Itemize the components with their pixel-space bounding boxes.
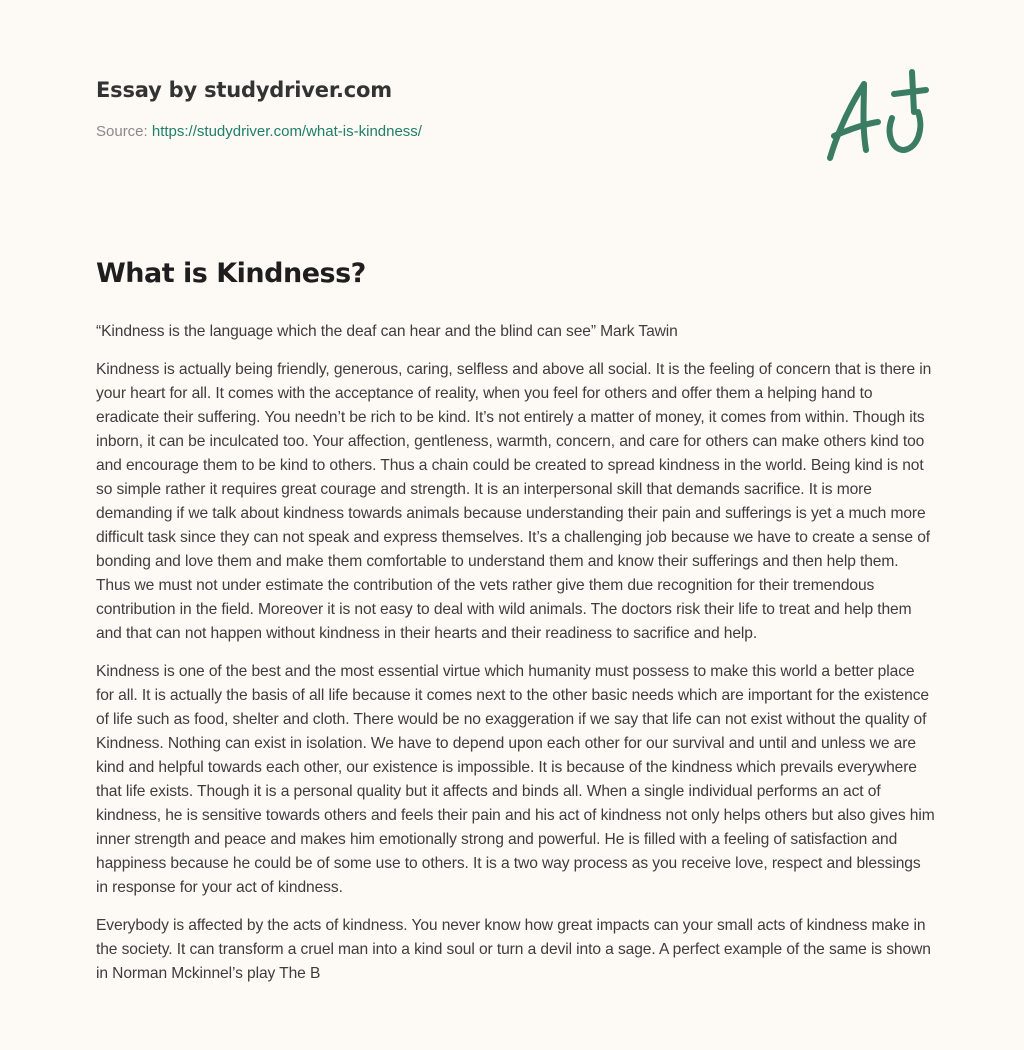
source-label: Source: bbox=[96, 123, 152, 140]
source-link[interactable]: https://studydriver.com/what-is-kindness/ bbox=[151, 123, 422, 140]
article-title: What is Kindness? bbox=[96, 258, 366, 289]
site-title: Essay by studydriver.com bbox=[96, 78, 392, 102]
body-paragraph: Kindness is actually being friendly, generous, caring, selfless and above all social. It is the feeling of concern that is there in your heart for all. It comes with the acceptance of reality, when you feel for others and offer them a helping hand to eradicate their suffering. You needn’t be rich to be kind. It’s not entirely a matter of money, it comes from within. Though its inborn, it can be inculcated too. Your affection, gentleness, warmth, concern, and care for others can make others kind too and encourage them to be kind to others. Thus a chain could be created to spread kindness in the world. Being kind is not so simple rather it requires great courage and strength. It is an interpersonal skill that demands sacrifice. It is more demanding if we talk about kindness towards animals because understanding their pain and sufferings is yet a much more difficult task since they can not speak and express themselves. It’s a challenging job because we have to create a sense of bonding and love them and make them comfortable to understand them and know their sufferings and then help them. Thus we must not under estimate the contribution of the vets rather give them due recognition for their tremendous contribution in the field. Moreover it is not easy to deal with wild animals. The doctors risk their life to treat and help them and that can not happen without kindness in their hearts and their readiness to sacrifice and help. bbox=[96, 361, 932, 642]
article bbox=[96, 254, 936, 1000]
essay-header bbox=[96, 76, 796, 142]
source-line bbox=[96, 122, 796, 142]
a-plus-grade-icon bbox=[822, 68, 930, 164]
body-paragraph: Everybody is affected by the acts of kindness. You never know how great impacts can your small acts of kindness make in the society. It can transform a cruel man into a kind soul or turn a devil into a sage. A perfect example of the same is shown in Norman Mckinnel’s play The B bbox=[96, 917, 931, 982]
quote-paragraph: “Kindness is the language which the deaf can hear and the blind can see” Mark Tawin bbox=[96, 323, 678, 340]
body-paragraph: Kindness is one of the best and the most essential virtue which humanity must possess to make this world a better place for all. It is actually the basis of all life because it comes next to the other basic needs which are important for the existence of life such as food, shelter and cloth. There would be no exaggeration if we say that life can not exist without the quality of Kindness. Nothing can exist in isolation. We have to depend upon each other for our survival and until and unless we are kind and helpful towards each other, our existence is impossible. It is because of the kindness which prevails everywhere that life exists. Though it is a personal quality but it affects and binds all. When a single individual performs an act of kindness, he is sensitive towards others and feels their pain and his act of kindness not only helps others but also gives him inner strength and peace and makes him emotionally strong and powerful. He is filled with a feeling of satisfaction and happiness because he could be of some use to others. It is a two way process as you receive love, respect and blessings in response for your act of kindness. bbox=[96, 663, 935, 896]
